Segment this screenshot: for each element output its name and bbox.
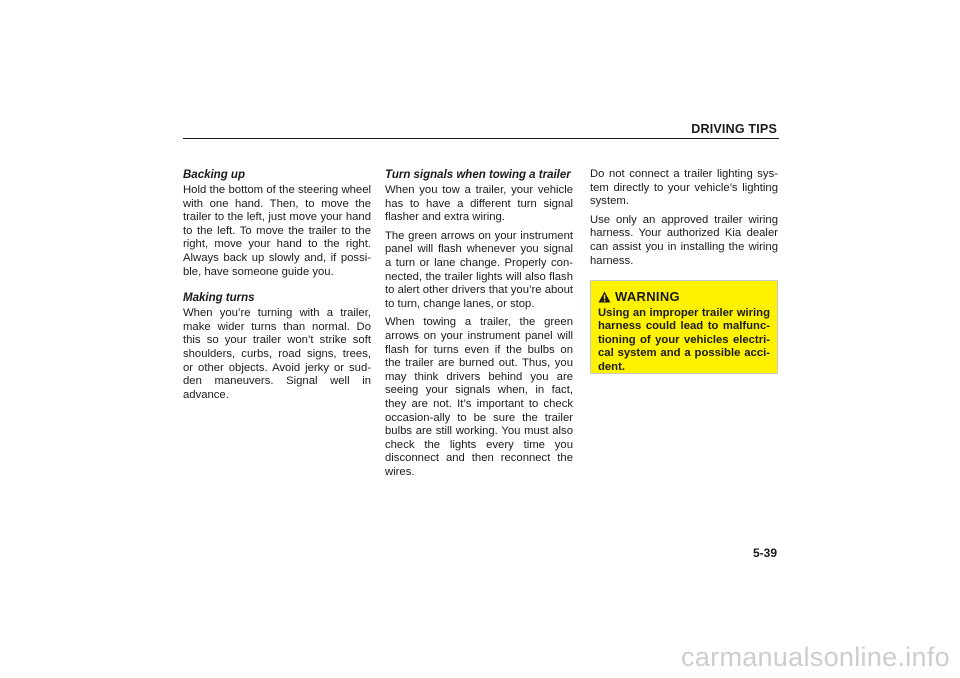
warning-box — [590, 280, 778, 374]
column-middle — [385, 168, 573, 484]
warning-title: WARNING — [615, 289, 680, 305]
making-turns-heading: Making turns — [183, 292, 255, 305]
turn-signals-heading: Turn signals when towing a trailer — [385, 169, 571, 181]
section-title: DRIVING TIPS — [691, 122, 777, 136]
column-right — [590, 168, 778, 374]
column-left — [183, 168, 371, 407]
warning-triangle-icon — [598, 291, 611, 303]
header-rule — [183, 138, 779, 139]
wiring-harness-para: Use only an approved trailer wiring harness. Your authorized Kia dealer can assist you in installing the wiring harness. — [590, 213, 778, 267]
warning-text: Using an improper trailer wiring harness could lead to malfunc-tioning of your vehicles electri-cal system and a possible acci-dent. — [598, 306, 770, 373]
page-number: 5-39 — [752, 546, 777, 560]
turn-signals-para-1: When you tow a trailer, your vehicle has to have a different turn signal flasher and extra wiring. — [385, 184, 573, 224]
turn-signals-para-2: The green arrows on your instrument panel will flash whenever you signal a turn or lane change. Properly con-nected, the trailer lights will also flash to alert other drivers that you’re about to turn, change lanes, or stop. — [385, 229, 573, 310]
making-turns-text: When you’re turning with a trailer, make wider turns than normal. Do this so your trailer won’t strike soft shoulders, curbs, road signs, trees, or other objects. Avoid jerky or sud-den maneuvers. Signal well in advance. — [183, 307, 371, 401]
lighting-system-para: Do not connect a trailer lighting sys-tem directly to your vehicle’s lighting system. — [590, 168, 778, 208]
watermark: carmanualsonline.info — [681, 642, 950, 672]
backing-up-heading: Backing up — [183, 169, 245, 181]
warning-header — [598, 290, 770, 304]
turn-signals-para-3: When towing a trailer, the green arrows on your instrument panel will flash for turns even if the bulbs on the trailer are burned out. Thus, you may think drivers behind you are seeing your signals when, in fact, they are not. It’s important to check occasion-ally to be sure the trailer bulbs are still working. You must also check the lights every time you disconnect and then reconnect the wires. — [385, 316, 573, 478]
backing-up-text: Hold the bottom of the steering wheel with one hand. Then, to move the trailer to the left, just move your hand to the left. To move the trailer to the right, move your hand to the right. Always back up slowly and, if possi-ble, have someone guide you. — [183, 184, 371, 278]
